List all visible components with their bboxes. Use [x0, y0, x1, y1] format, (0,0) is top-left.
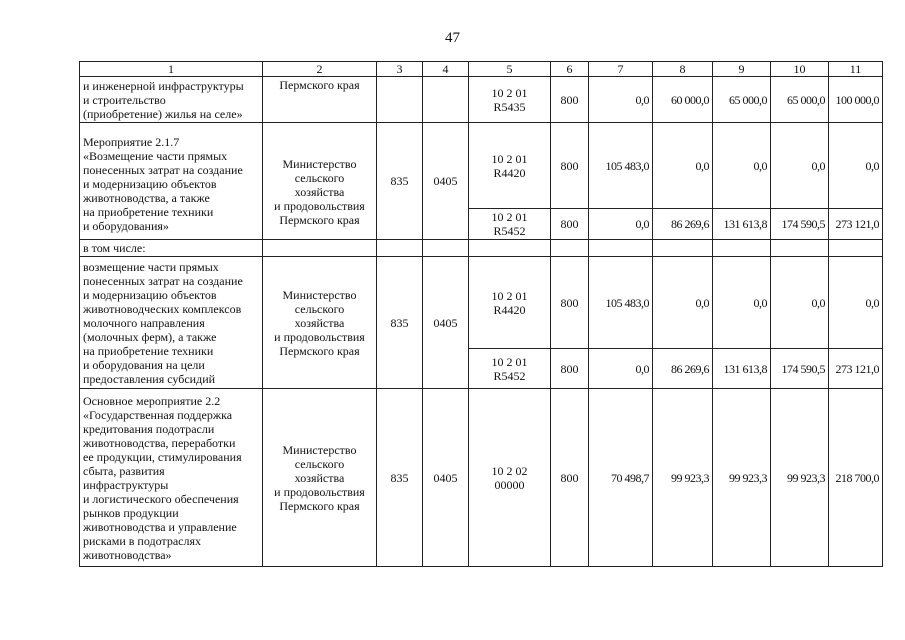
- gr-cell: [377, 77, 423, 123]
- value-cell: 0,0: [589, 209, 653, 240]
- table-row: [80, 240, 883, 257]
- value-cell: 70 498,7: [589, 389, 653, 567]
- empty-cell: [551, 240, 589, 257]
- header-cell: 1: [80, 62, 263, 77]
- header-cell: 5: [469, 62, 551, 77]
- header-cell: 3: [377, 62, 423, 77]
- vr-cell: 800: [551, 349, 589, 389]
- value-cell: 86 269,6: [653, 209, 713, 240]
- value-cell: 174 590,5: [771, 349, 829, 389]
- value-cell: 0,0: [829, 123, 883, 209]
- value-cell: 218 700,0: [829, 389, 883, 567]
- value-cell: 0,0: [653, 123, 713, 209]
- vr-cell: 800: [551, 77, 589, 123]
- header-cell: 10: [771, 62, 829, 77]
- activity-name-cell: и инженерной инфраструктуры и строительство (приобретение) жилья на селе»: [80, 77, 263, 123]
- budget-code-cell: 10 2 01 R4420: [469, 257, 551, 349]
- empty-cell: [771, 240, 829, 257]
- empty-cell: [589, 240, 653, 257]
- vr-cell: 800: [551, 257, 589, 349]
- vr-cell: 800: [551, 209, 589, 240]
- value-cell: 0,0: [589, 77, 653, 123]
- header-cell: 7: [589, 62, 653, 77]
- activity-name-cell: возмещение части прямых понесенных затрат на создание и модернизацию объектов животноводческих комплексов молочного направления (молочных ферм), а также на приобретение техники и оборудования на цели предоставления субсидий: [80, 257, 263, 389]
- value-cell: 60 000,0: [653, 77, 713, 123]
- value-cell: 0,0: [771, 123, 829, 209]
- budget-code-cell: 10 2 01 R5452: [469, 349, 551, 389]
- executor-cell: Министерство сельского хозяйства и продовольствия Пермского края: [263, 123, 377, 240]
- activity-name-cell: Основное мероприятие 2.2 «Государственная поддержка кредитования подотрасли животноводства, переработки ее продукции, стимулирования сбыта, развития инфраструктуры и логистического обеспечения рынков продукции животноводства и управление рисками в подотраслях животноводства»: [80, 389, 263, 567]
- value-cell: 0,0: [771, 257, 829, 349]
- value-cell: 65 000,0: [771, 77, 829, 123]
- header-cell: 2: [263, 62, 377, 77]
- rz-cell: [423, 77, 469, 123]
- value-cell: 100 000,0: [829, 77, 883, 123]
- budget-code-cell: 10 2 01 R5435: [469, 77, 551, 123]
- empty-cell: [653, 240, 713, 257]
- page-number: 47: [445, 30, 460, 46]
- value-cell: 65 000,0: [713, 77, 771, 123]
- rz-cell: 0405: [423, 389, 469, 567]
- rz-cell: 0405: [423, 123, 469, 240]
- header-cell: 11: [829, 62, 883, 77]
- value-cell: 0,0: [829, 257, 883, 349]
- vr-cell: 800: [551, 123, 589, 209]
- header-cell: 6: [551, 62, 589, 77]
- gr-cell: 835: [377, 123, 423, 240]
- value-cell: 273 121,0: [829, 349, 883, 389]
- table-row: [80, 389, 883, 567]
- activity-name-cell: в том числе:: [80, 240, 263, 257]
- value-cell: 86 269,6: [653, 349, 713, 389]
- empty-cell: [423, 240, 469, 257]
- value-cell: 0,0: [713, 257, 771, 349]
- table-row: [80, 77, 883, 123]
- empty-cell: [377, 240, 423, 257]
- header-cell: 8: [653, 62, 713, 77]
- empty-cell: [469, 240, 551, 257]
- executor-cell: Пермского края: [263, 77, 377, 123]
- value-cell: 131 613,8: [713, 209, 771, 240]
- header-row: [80, 62, 883, 77]
- value-cell: 99 923,3: [771, 389, 829, 567]
- value-cell: 131 613,8: [713, 349, 771, 389]
- budget-table: [79, 61, 883, 567]
- value-cell: 0,0: [589, 349, 653, 389]
- empty-cell: [829, 240, 883, 257]
- header-cell: 9: [713, 62, 771, 77]
- value-cell: 0,0: [713, 123, 771, 209]
- value-cell: 174 590,5: [771, 209, 829, 240]
- value-cell: 105 483,0: [589, 257, 653, 349]
- activity-name-cell: Мероприятие 2.1.7 «Возмещение части прямых понесенных затрат на создание и модернизацию объектов животноводства, а также на приобретение техники и оборудования»: [80, 123, 263, 240]
- vr-cell: 800: [551, 389, 589, 567]
- empty-cell: [713, 240, 771, 257]
- budget-code-cell: 10 2 02 00000: [469, 389, 551, 567]
- rz-cell: 0405: [423, 257, 469, 389]
- value-cell: 99 923,3: [713, 389, 771, 567]
- budget-code-cell: 10 2 01 R4420: [469, 123, 551, 209]
- empty-cell: [263, 240, 377, 257]
- table-row: [80, 257, 883, 349]
- executor-cell: Министерство сельского хозяйства и продовольствия Пермского края: [263, 257, 377, 389]
- gr-cell: 835: [377, 389, 423, 567]
- budget-code-cell: 10 2 01 R5452: [469, 209, 551, 240]
- gr-cell: 835: [377, 257, 423, 389]
- table-row: [80, 123, 883, 209]
- value-cell: 105 483,0: [589, 123, 653, 209]
- value-cell: 0,0: [653, 257, 713, 349]
- value-cell: 273 121,0: [829, 209, 883, 240]
- header-cell: 4: [423, 62, 469, 77]
- value-cell: 99 923,3: [653, 389, 713, 567]
- executor-cell: Министерство сельского хозяйства и продовольствия Пермского края: [263, 389, 377, 567]
